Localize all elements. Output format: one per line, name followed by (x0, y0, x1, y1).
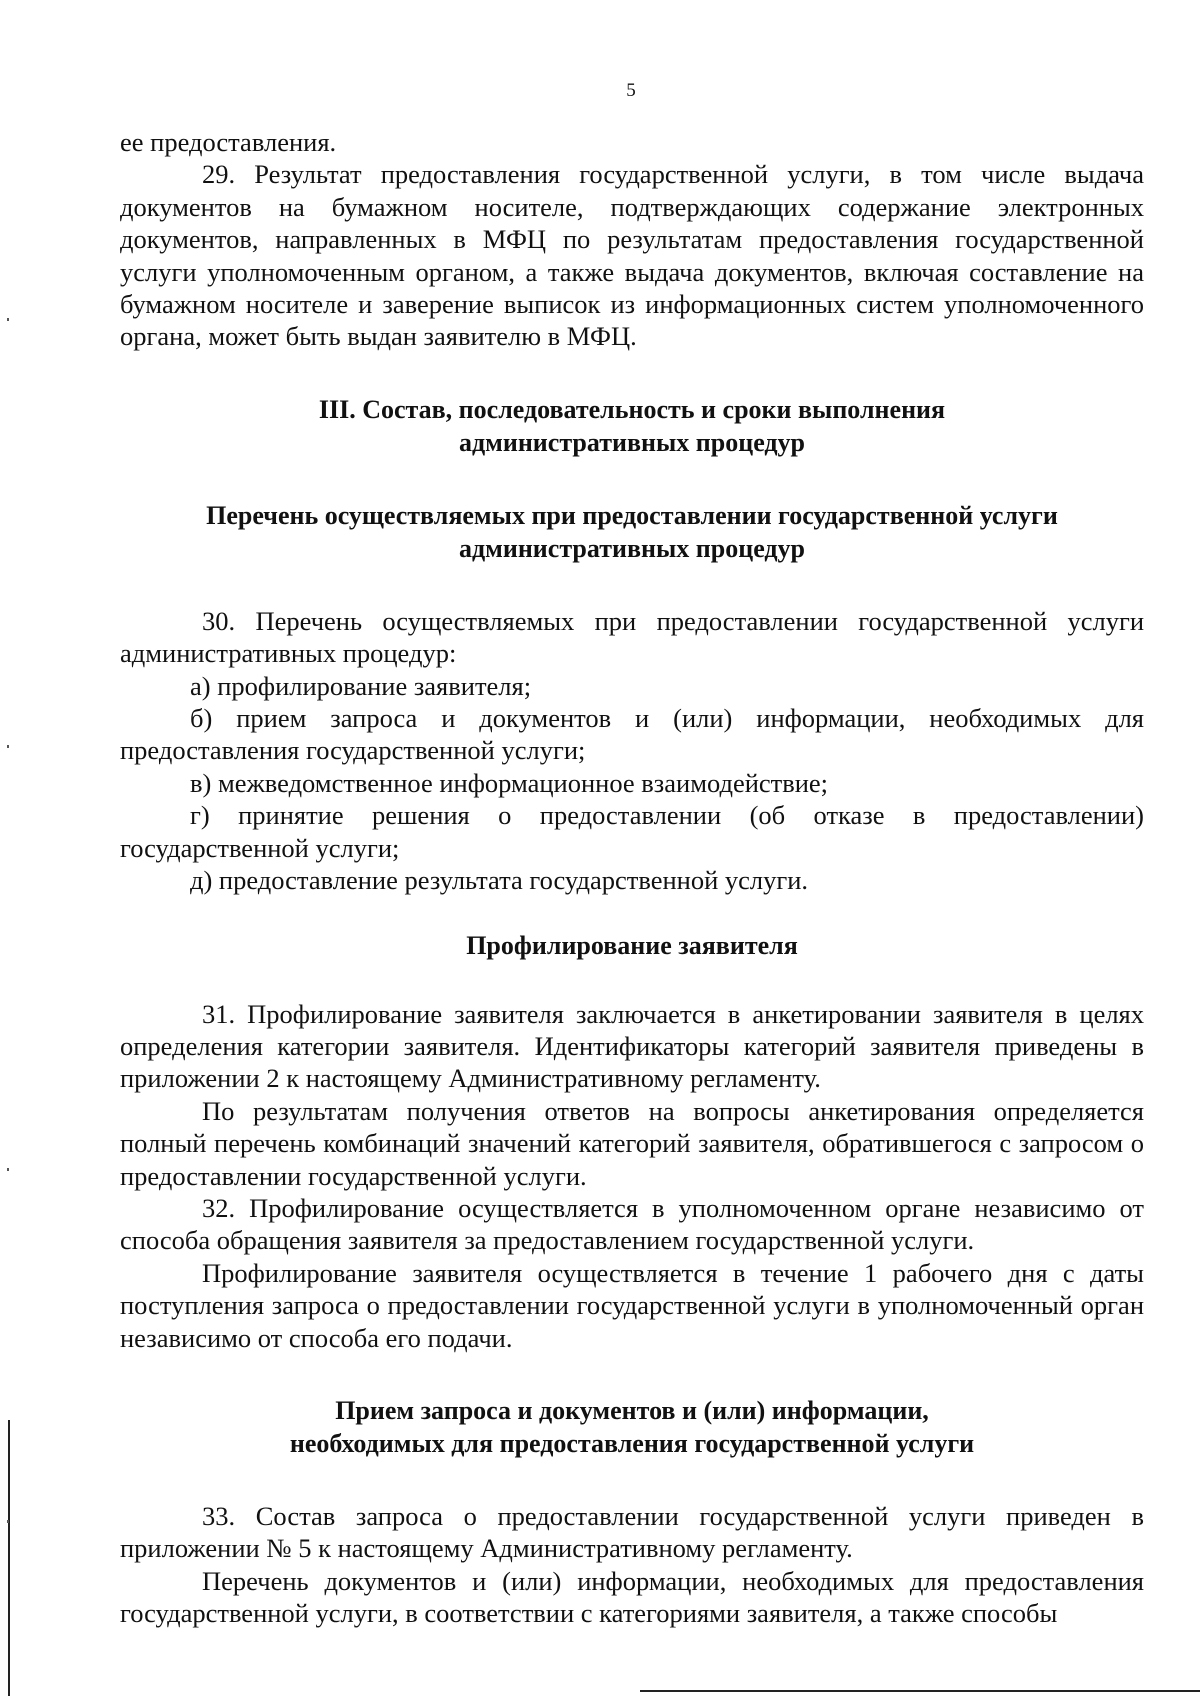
scan-edge-mark (7, 1520, 9, 1523)
paragraph-continuation: ее предоставления. (120, 127, 337, 157)
paragraph-33-continuation: Перечень документов и (или) информации, необходимых для предоставления государственной услуги, в соответствии с категориями заявителя, а также способы (120, 1565, 1144, 1629)
scan-left-edge-line (8, 1420, 10, 1696)
paragraph-31-continuation: По результатам получения ответов на вопросы анкетирования определяется полный перечень комбинаций значений категорий заявителя, обратившегося с запросом о предоставлении государственной услуги. (120, 1095, 1144, 1191)
reception-heading-line-1: Прием запроса и документов и (или) информации, (335, 1395, 929, 1425)
scan-bottom-edge-line (640, 1690, 1200, 1692)
procedures-list-heading-line-1: Перечень осуществляемых при предоставлении государственной услуги (206, 500, 1058, 530)
list-item-v: в) межведомственное информационное взаимодействие; (190, 767, 829, 798)
paragraph-33: 33. Состав запроса о предоставлении государственной услуги приведен в приложении № 5 к настоящему Административному регламенту. (120, 1500, 1144, 1564)
scan-edge-mark (7, 745, 9, 748)
procedures-list-heading-line-2: административных процедур (458, 533, 806, 563)
paragraph-31: 31. Профилирование заявителя заключается в анкетировании заявителя в целях определения категории заявителя. Идентификаторы категорий заявителя приведены в приложении 2 к настоящему Административному регламенту. (120, 998, 1144, 1094)
paragraph-30: 30. Перечень осуществляемых при предоставлении государственной услуги административных процедур: (120, 605, 1144, 669)
scan-edge-mark (7, 1168, 9, 1171)
list-item-a: а) профилирование заявителя; (190, 670, 532, 701)
reception-heading-line-2: необходимых для предоставления государственной услуги (289, 1428, 975, 1458)
paragraph-29: 29. Результат предоставления государственной услуги, в том числе выдача документов на бумажном носителе, подтверждающих содержание электронных документов, направленных в МФЦ по результатам предоставления государственной услуги уполномоченным органом, а также выдача документов, включая составление на бумажном носителе и заверение выписок из информационных систем уполномоченного органа, может быть выдан заявителю в МФЦ. (120, 159, 1144, 352)
section-3-heading (120, 393, 1144, 459)
list-item-g: г) принятие решения о предоставлении (об отказе в предоставлении) государственной услуги; (120, 800, 1144, 863)
procedures-list-heading (120, 499, 1144, 565)
section-3-heading-line-1: III. Состав, последовательность и сроки выполнения (318, 394, 946, 424)
document-body (120, 126, 1144, 1630)
paragraph-32: 32. Профилирование осуществляется в уполномоченном органе независимо от способа обращения заявителя за предоставлением государственной услуги. (120, 1192, 1144, 1256)
list-item-b: б) прием запроса и документов и (или) информации, необходимых для предоставления государственной услуги; (120, 703, 1144, 766)
profiling-heading: Профилирование заявителя (466, 930, 798, 960)
page-number: 5 (626, 80, 636, 101)
paragraph-32-continuation: Профилирование заявителя осуществляется в течение 1 рабочего дня с даты поступления запроса о предоставлении государственной услуги в уполномоченный орган независимо от способа его подачи. (120, 1257, 1144, 1353)
list-item-d: д) предоставление результата государственной услуги. (190, 865, 809, 896)
scan-edge-mark (7, 318, 9, 321)
section-3-heading-line-2: административных процедур (458, 427, 806, 457)
reception-heading (120, 1394, 1144, 1460)
